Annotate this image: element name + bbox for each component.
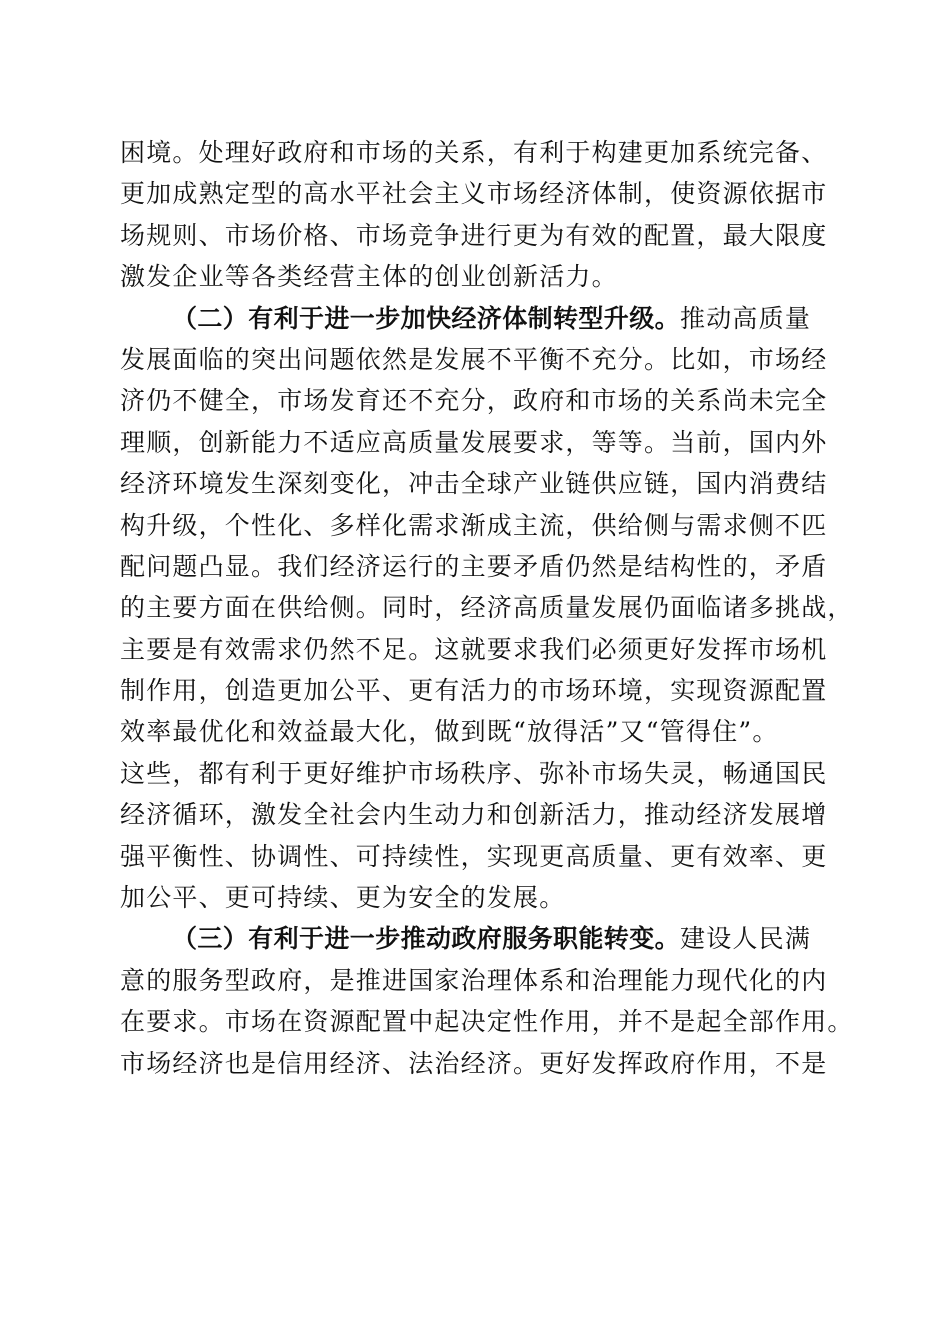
paragraph-2-line: 经济环境发生深刻变化，冲击全球产业链供应链，国内消费结 — [120, 469, 828, 499]
paragraph-1 — [120, 132, 835, 298]
paragraph-2-line: 主要是有效需求仍然不足。这就要求我们必须更好发挥市场机 — [120, 634, 828, 664]
paragraph-3-line: 市场经济也是信用经济、法治经济。更好发挥政府作用，不是 — [120, 1048, 828, 1078]
paragraph-2 — [120, 298, 854, 919]
paragraph-1-line: 更加成熟定型的高水平社会主义市场经济体制，使资源依据市 — [120, 179, 828, 209]
paragraph-2-line: 的主要方面在供给侧。同时，经济高质量发展仍面临诸多挑战， — [120, 593, 854, 623]
paragraph-3-line: 意的服务型政府，是推进国家治理体系和治理能力现代化的内 — [120, 965, 828, 995]
paragraph-1-line: 困境。处理好政府和市场的关系，有利于构建更加系统完备、 — [120, 138, 828, 167]
paragraph-1-line: 场规则、市场价格、市场竞争进行更为有效的配置，最大限度 — [120, 220, 828, 250]
section-heading-2: （二）有利于进一步加快经济体制转型升级。 — [172, 303, 681, 333]
paragraph-3-first-line-text: 建设人民满 — [680, 924, 812, 954]
paragraph-2-line: 经济循环，激发全社会内生动力和创新活力，推动经济发展增 — [120, 800, 828, 830]
paragraph-2-line: 这些，都有利于更好维护市场秩序、弥补市场失灵，畅通国民 — [120, 758, 828, 788]
paragraph-2-first-line-text: 推动高质量 — [680, 303, 812, 333]
paragraph-2-line: 制作用，创造更加公平、更有活力的市场环境，实现资源配置 — [120, 676, 828, 706]
paragraph-3-first-line — [120, 918, 835, 959]
paragraph-2-line: 强平衡性、协调性、可持续性，实现更高质量、更有效率、更 — [120, 841, 828, 871]
paragraph-2-line: 效率最优化和效益最大化，做到既“放得活”又“管得住”。 — [120, 717, 779, 747]
paragraph-2-line: 济仍不健全，市场发育还不充分，政府和市场的关系尚未完全 — [120, 386, 828, 416]
paragraph-2-line: 配问题凸显。我们经济运行的主要矛盾仍然是结构性的，矛盾 — [120, 551, 828, 581]
paragraph-2-line: 构升级，个性化、多样化需求渐成主流，供给侧与需求侧不匹 — [120, 510, 828, 540]
section-heading-3: （三）有利于进一步推动政府服务职能转变。 — [172, 924, 681, 954]
paragraph-2-line: 理顺，创新能力不适应高质量发展要求，等等。当前，国内外 — [120, 427, 828, 457]
document-body — [120, 132, 854, 1084]
paragraph-2-first-line — [120, 298, 835, 339]
paragraph-3 — [120, 918, 854, 1084]
paragraph-2-line: 加公平、更可持续、更为安全的发展。 — [120, 883, 566, 913]
paragraph-3-line: 在要求。市场在资源配置中起决定性作用，并不是起全部作用。 — [120, 1007, 854, 1037]
paragraph-1-line: 激发企业等各类经营主体的创业创新活力。 — [120, 262, 618, 292]
paragraph-2-line: 发展面临的突出问题依然是发展不平衡不充分。比如，市场经 — [120, 344, 828, 374]
